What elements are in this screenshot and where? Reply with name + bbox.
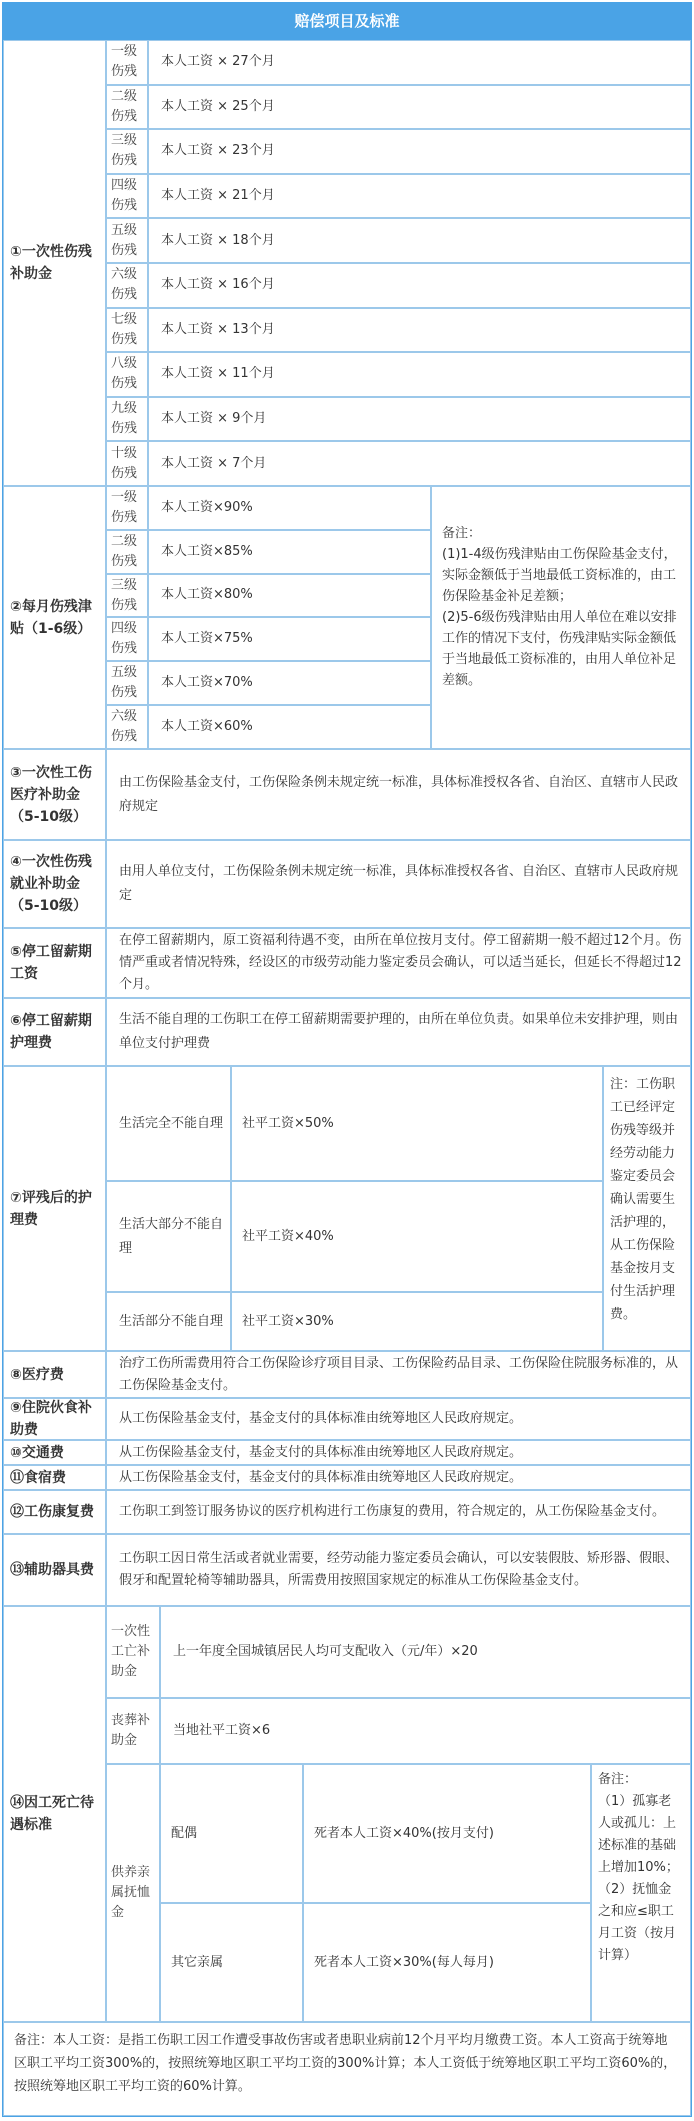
spouse-formula (303, 1764, 591, 1903)
hospital-meal-label (3, 1398, 106, 1440)
disability-formula (148, 129, 691, 174)
medical-fee-desc (106, 1351, 691, 1398)
allowance-level-text: 一级伤残 (111, 489, 138, 525)
allowance-level-text: 五级伤残 (111, 665, 138, 701)
disability-formula-text: 本人工资 × 16个月 (161, 277, 275, 293)
care-status (106, 1066, 231, 1181)
spouse-formula-text: 死者本人工资×40%(按月支付) (314, 1825, 494, 1841)
table-title: 赔偿项目及标准 (3, 3, 691, 40)
disability-level (106, 308, 148, 353)
footer-note (3, 2022, 691, 2116)
disability-subsidy-label-text: ①一次性伤残补助金 (10, 244, 92, 282)
allowance-level-text: 二级伤残 (111, 533, 138, 569)
allowance-note-text: 备注： (1)1-4级伤残津贴由工伤保险基金支付，实际金额低于当地最低工资标准的，由工伤保险基金补足差额； (2)5-6级伤残津贴由用人单位在难以安排工作的情况下支付，伤残津贴实际金额低于当地最低工资标准的，由用人单位补足差额。 (442, 526, 677, 688)
allowance-level (106, 705, 148, 749)
disability-formula (148, 263, 691, 308)
hospital-meal-desc-text: 从工伤保险基金支付，基金支付的具体标准由统筹地区人民政府规定。 (119, 1411, 523, 1426)
suspension-care-label (3, 998, 106, 1066)
disability-level (106, 397, 148, 442)
transport-desc-text: 从工伤保险基金支付，基金支付的具体标准由统筹地区人民政府规定。 (119, 1444, 523, 1460)
disability-level (106, 174, 148, 219)
transport-label (3, 1440, 106, 1465)
allowance-level (106, 486, 148, 530)
employment-subsidy-desc (106, 840, 691, 928)
suspension-wage-label (3, 928, 106, 998)
lump-sum-formula (160, 1606, 691, 1698)
allowance-formula (148, 486, 431, 530)
employment-subsidy-label-text: ④一次性伤残就业补助金（5-10级） (10, 854, 92, 914)
medical-fee-desc-text: 治疗工伤所需费用符合工伤保险诊疗项目目录、工伤保险药品目录、工伤保险住院服务标准的，从工伤保险基金支付。 (119, 1355, 679, 1393)
allowance-formula (148, 705, 431, 749)
allowance-formula-text: 本人工资×90% (161, 499, 253, 515)
disability-level (106, 85, 148, 130)
lump-sum-label (106, 1606, 160, 1698)
lump-sum-formula-text: 上一年度全国城镇居民人均可支配收入（元/年）×20 (173, 1644, 478, 1659)
aids-label-text: ⑬辅助器具费 (10, 1562, 94, 1578)
allowance-formula-text: 本人工资×80% (161, 587, 253, 603)
allowance-formula-text: 本人工资×85% (161, 543, 253, 559)
hospital-meal-label-text: ⑨住院伙食补助费 (10, 1400, 92, 1438)
allowance-formula (148, 530, 431, 574)
death-note-text: 备注： （1）孤寡老人或孤儿：上述标准的基础上增加10%； （2）抚恤金之和应≤职工月工资（按月计算） (598, 1772, 679, 1963)
other-formula-text: 死者本人工资×30%(每人每月) (314, 1954, 494, 1970)
allowance-level (106, 661, 148, 705)
hospital-meal-desc (106, 1398, 691, 1440)
disability-level-text: 七级伤残 (111, 311, 138, 347)
allowance-level-text: 三级伤残 (111, 577, 138, 613)
spouse-label-text: 配偶 (171, 1825, 198, 1841)
care-status-text: 生活完全不能自理 (119, 1115, 224, 1131)
care-fee-label-text: ⑦评残后的护理费 (10, 1189, 92, 1228)
employment-subsidy-desc-text: 由用人单位支付，工伤保险条例未规定统一标准，具体标准授权各省、自治区、直辖市人民政府规定 (119, 864, 679, 903)
disability-subsidy-label (3, 40, 106, 486)
medical-fee-label-text: ⑧医疗费 (10, 1366, 64, 1383)
suspension-wage-desc (106, 928, 691, 998)
aids-desc-text: 工伤职工因日常生活或者就业需要，经劳动能力鉴定委员会确认，可以安装假肢、矫形器、假眼、假牙和配置轮椅等辅助器具，所需费用按照国家规定的标准从工伤保险基金支付。 (119, 1551, 679, 1588)
funeral-formula (160, 1698, 691, 1764)
disability-formula (148, 308, 691, 353)
disability-formula-text: 本人工资 × 13个月 (161, 321, 275, 337)
disability-level (106, 129, 148, 174)
allowance-level (106, 574, 148, 618)
lump-sum-label-text: 一次性工亡补助金 (111, 1624, 151, 1679)
footer-note-text: 备注：本人工资：是指工伤职工因工作遭受事故伤害或者患职业病前12个月平均月缴费工资。本人工资高于统筹地区职工平均工资300%的，按照统筹地区职工平均工资的300%计算；本人工资低于统筹地区职工平均工资60%的，按照统筹地区职工平均工资的60%计算。 (14, 2033, 677, 2094)
disability-formula-text: 本人工资 × 25个月 (161, 98, 275, 114)
medical-fee-label (3, 1351, 106, 1398)
care-formula-text: 社平工资×40% (242, 1228, 334, 1244)
disability-formula (148, 85, 691, 130)
medical-subsidy-label-text: ③一次性工伤医疗补助金（5-10级） (10, 764, 92, 825)
disability-level-text: 九级伤残 (111, 401, 138, 437)
allowance-formula-text: 本人工资×60% (161, 718, 253, 734)
care-status (106, 1292, 231, 1351)
allowance-level (106, 617, 148, 661)
disability-formula (148, 174, 691, 219)
disability-level-text: 二级伤残 (111, 88, 138, 124)
other-label-text: 其它亲属 (171, 1954, 224, 1970)
funeral-formula-text: 当地社平工资×6 (173, 1723, 271, 1738)
disability-level-text: 四级伤残 (111, 178, 138, 214)
allowance-level-text: 四级伤残 (111, 621, 138, 657)
funeral-label (106, 1698, 160, 1764)
disability-formula-text: 本人工资 × 11个月 (161, 366, 275, 382)
death-label-text: ⑭因工死亡待遇标准 (10, 1795, 94, 1833)
disability-level (106, 263, 148, 308)
allowance-formula-text: 本人工资×70% (161, 675, 253, 691)
disability-formula (148, 441, 691, 486)
transport-desc (106, 1440, 691, 1465)
lodging-desc (106, 1465, 691, 1490)
transport-label-text: ⑩交通费 (10, 1444, 64, 1461)
allowance-formula (148, 574, 431, 618)
disability-formula-text: 本人工资 × 18个月 (161, 232, 275, 248)
care-status-text: 生活部分不能自理 (119, 1313, 224, 1329)
employment-subsidy-label (3, 840, 106, 928)
aids-desc (106, 1534, 691, 1606)
aids-label (3, 1534, 106, 1606)
suspension-care-label-text: ⑥停工留薪期护理费 (10, 1013, 92, 1051)
care-note-text: 注：工伤职工已经评定伤残等级并经劳动能力鉴定委员会确认需要生活护理的，从工伤保险基金按月支付生活护理费。 (610, 1077, 676, 1322)
rehab-label-text: ⑫工伤康复费 (10, 1504, 94, 1520)
allowance-formula (148, 617, 431, 661)
lodging-label-text: ⑪食宿费 (10, 1469, 66, 1486)
death-label (3, 1606, 106, 2022)
care-status (106, 1181, 231, 1292)
allowance-formula-text: 本人工资×75% (161, 631, 253, 647)
compensation-table (2, 2, 692, 2117)
disability-level-text: 一级伤残 (111, 44, 138, 80)
disability-formula-text: 本人工资 × 27个月 (161, 54, 275, 70)
disability-level-text: 五级伤残 (111, 222, 138, 258)
disability-level (106, 218, 148, 263)
disability-level (106, 40, 148, 85)
disability-level-text: 十级伤残 (111, 445, 138, 481)
care-formula (231, 1181, 603, 1292)
death-note (591, 1764, 691, 2022)
disability-formula-text: 本人工资 × 23个月 (161, 143, 275, 159)
allowance-level-text: 六级伤残 (111, 708, 138, 744)
allowance-formula (148, 661, 431, 705)
rehab-label (3, 1490, 106, 1534)
rehab-desc-text: 工伤职工到签订服务协议的医疗机构进行工伤康复的费用，符合规定的，从工伤保险基金支付。 (119, 1504, 666, 1519)
disability-formula-text: 本人工资 × 21个月 (161, 188, 275, 204)
care-formula (231, 1066, 603, 1181)
disability-level-text: 八级伤残 (111, 356, 138, 392)
allowance-note (431, 486, 691, 749)
spouse-label (160, 1764, 303, 1903)
monthly-allowance-label-text: ②每月伤残津贴（1-6级） (10, 598, 92, 637)
care-fee-label (3, 1066, 106, 1351)
funeral-label-text: 丧葬补助金 (111, 1713, 151, 1748)
care-formula-text: 社平工资×30% (242, 1313, 334, 1329)
care-note (603, 1066, 691, 1351)
dependent-label-text: 供养亲属抚恤金 (111, 1865, 151, 1920)
disability-level-text: 三级伤残 (111, 133, 138, 169)
care-formula-text: 社平工资×50% (242, 1115, 334, 1131)
other-formula (303, 1903, 591, 2022)
monthly-allowance-label (3, 486, 106, 749)
disability-formula-text: 本人工资 × 9个月 (161, 411, 267, 427)
dependent-label (106, 1764, 160, 2022)
care-status-text: 生活大部分不能自理 (119, 1216, 224, 1256)
rehab-desc (106, 1490, 691, 1534)
disability-level (106, 352, 148, 397)
allowance-level (106, 530, 148, 574)
suspension-care-desc (106, 998, 691, 1066)
lodging-label (3, 1465, 106, 1490)
disability-formula (148, 40, 691, 85)
disability-level (106, 441, 148, 486)
disability-formula (148, 352, 691, 397)
medical-subsidy-label (3, 749, 106, 840)
disability-formula-text: 本人工资 × 7个月 (161, 455, 267, 471)
disability-formula (148, 218, 691, 263)
lodging-desc-text: 从工伤保险基金支付，基金支付的具体标准由统筹地区人民政府规定。 (119, 1469, 523, 1485)
suspension-wage-desc-text: 在停工留薪期内，原工资福利待遇不变，由所在单位按月支付。停工留薪期一般不超过12个月。伤情严重或者情况特殊，经设区的市级劳动能力鉴定委员会确认，可以适当延长，但延长不得超过12个月。 (119, 933, 682, 992)
suspension-care-desc-text: 生活不能自理的工伤职工在停工留薪期需要护理的，由所在单位负责。如果单位未安排护理，则由单位支付护理费 (119, 1012, 679, 1051)
other-label (160, 1903, 303, 2022)
care-formula (231, 1292, 603, 1351)
disability-level-text: 六级伤残 (111, 267, 138, 303)
medical-subsidy-desc-text: 由工伤保险基金支付，工伤保险条例未规定统一标准，具体标准授权各省、自治区、直辖市人民政府规定 (119, 774, 679, 814)
suspension-wage-label-text: ⑤停工留薪期工资 (10, 944, 92, 982)
disability-formula (148, 397, 691, 442)
medical-subsidy-desc (106, 749, 691, 840)
